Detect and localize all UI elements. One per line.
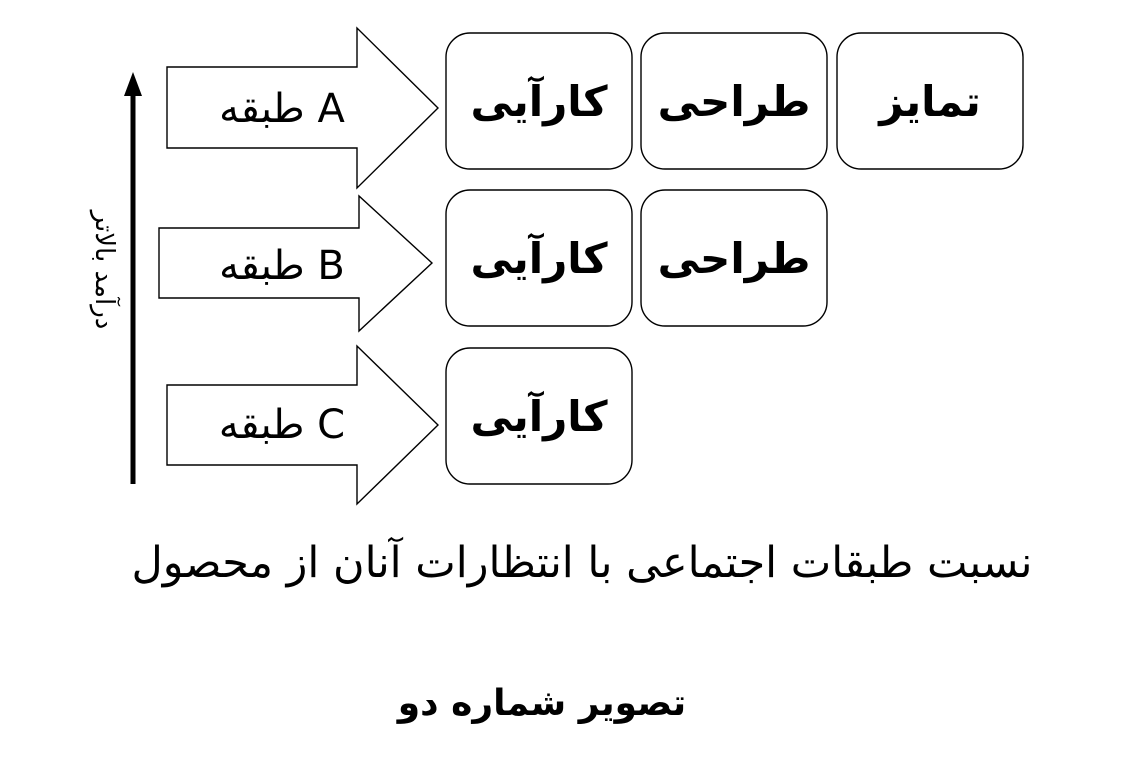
income-axis <box>89 72 142 484</box>
tier-b <box>159 190 827 331</box>
tier-b-box-efficiency-text: کارآیی <box>470 234 608 283</box>
tier-c-label: طبقه C <box>218 402 346 448</box>
tier-c-box-efficiency <box>446 348 632 484</box>
diagram-caption: نسبت طبقات اجتماعی با انتظارات آنان از محصول <box>131 538 1033 588</box>
tier-a-box-design-text: طراحی <box>657 77 811 126</box>
tier-b-box-design <box>641 190 827 326</box>
figure-title: تصویر شماره دو <box>397 683 687 724</box>
tier-a-box-distinction <box>837 33 1023 169</box>
tier-a-box-efficiency-text: کارآیی <box>470 77 608 126</box>
tier-c <box>167 346 632 504</box>
tier-b-box-efficiency <box>446 190 632 326</box>
income-axis-label: درآمد بالاتر <box>89 210 119 330</box>
tier-a <box>167 28 1023 188</box>
tier-c-box-efficiency-text: کارآیی <box>470 392 608 441</box>
tier-b-label: طبقه B <box>219 243 345 289</box>
tier-a-box-efficiency <box>446 33 632 169</box>
tier-a-label: طبقه A <box>219 86 345 132</box>
tier-a-box-design <box>641 33 827 169</box>
tier-a-box-distinction-text: تمایز <box>879 77 981 126</box>
income-axis-arrowhead <box>124 72 142 96</box>
tier-b-box-design-text: طراحی <box>657 234 811 283</box>
